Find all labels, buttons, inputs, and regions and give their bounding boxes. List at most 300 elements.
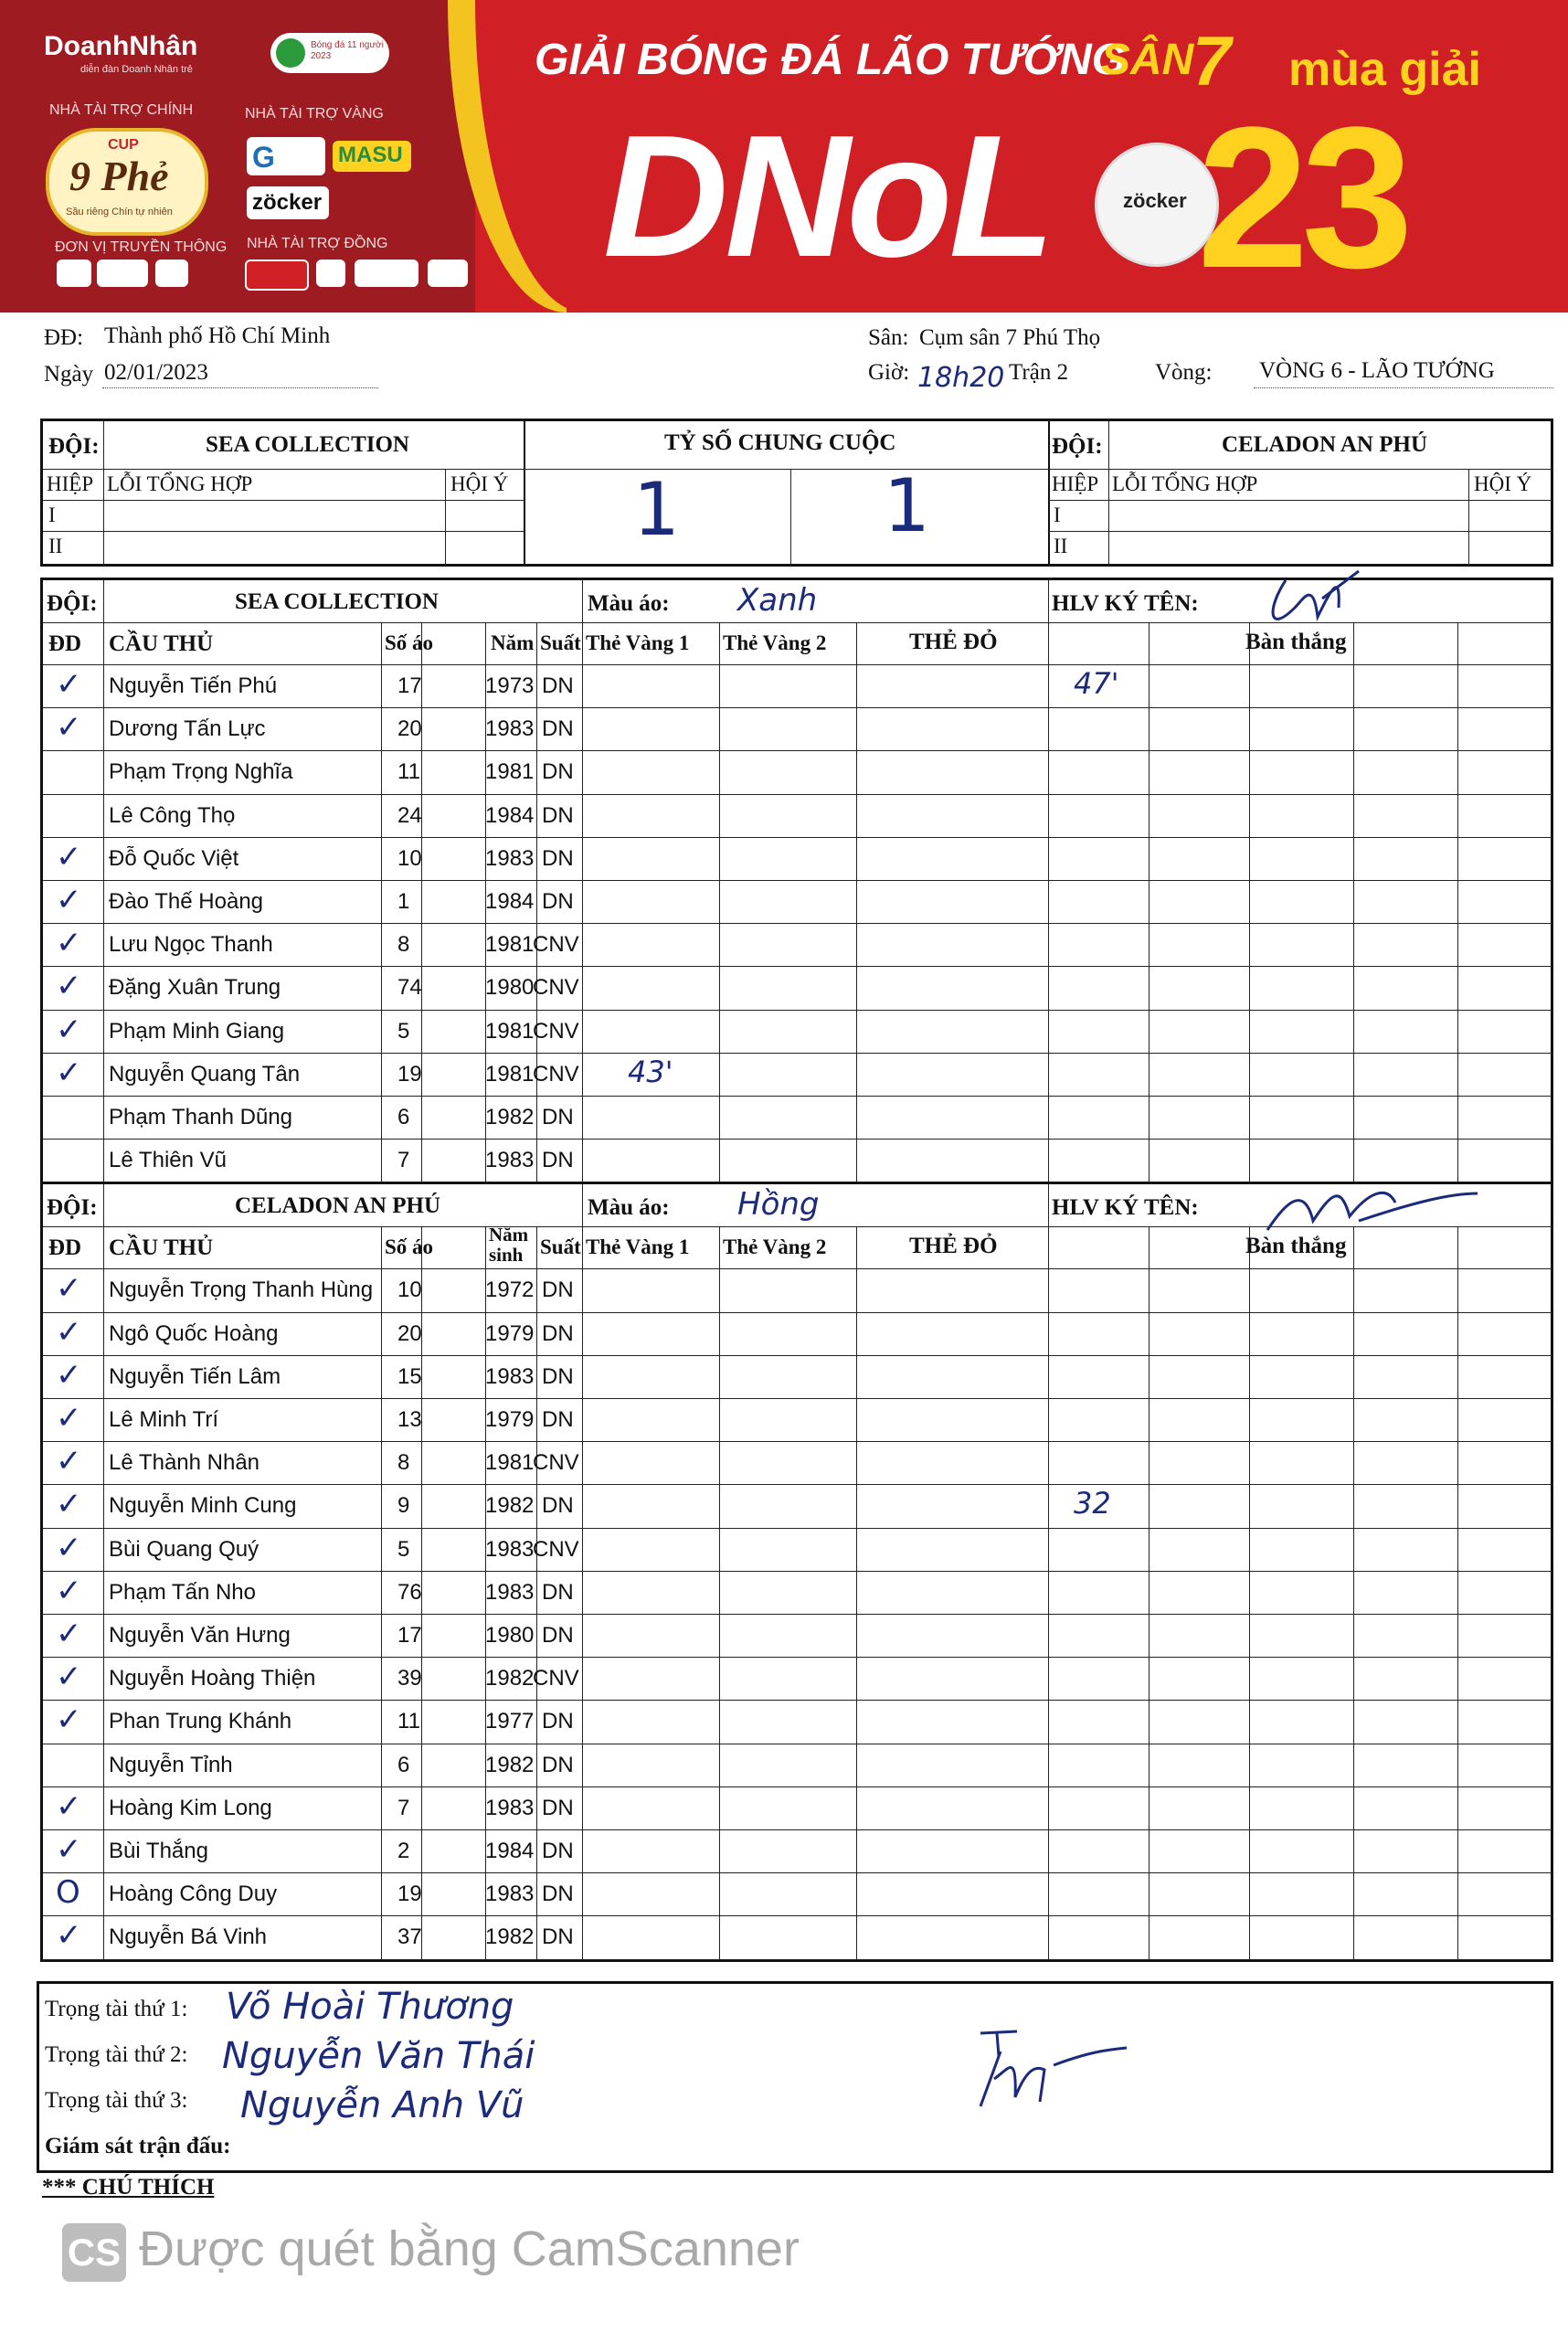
player-type: DN: [542, 1579, 574, 1605]
player-number: 6: [397, 1105, 410, 1129]
player-type: DN: [542, 1320, 574, 1346]
team-name: SEA COLLECTION: [235, 589, 439, 614]
goal-minute: 47': [1074, 666, 1119, 701]
row-divider: [43, 880, 1552, 881]
bronze-logo-3: [355, 260, 418, 287]
column-divider: [856, 1226, 857, 1958]
present-check-mark: ✓: [56, 1615, 82, 1652]
player-number: 11: [397, 759, 420, 785]
venue-label: ĐĐ:: [44, 325, 84, 350]
score-table-v-doi-left: [103, 421, 104, 469]
bongda-logo: [270, 33, 389, 73]
referee-3-label: Trọng tài thứ 3:: [45, 2088, 188, 2113]
player-number: 5: [397, 1018, 410, 1044]
col-header-type: Suất: [540, 1235, 581, 1259]
column-divider: [103, 1226, 104, 1958]
player-name: Nguyễn Bá Vinh: [109, 1924, 268, 1950]
col-header-yellow-2: Thẻ Vàng 2: [723, 1235, 827, 1259]
row-divider: [43, 1528, 1552, 1529]
home-half-1: I: [48, 504, 56, 526]
final-score-title: TỶ SỐ CHUNG CUỘC: [664, 430, 896, 455]
col-header-type: Suất: [540, 631, 581, 654]
column-divider: [1353, 1226, 1354, 1958]
player-number: 7: [397, 1795, 410, 1820]
referee-1-label: Trọng tài thứ 1:: [45, 1997, 188, 2021]
present-check-mark: ✓: [56, 1787, 82, 1825]
player-number: 6: [397, 1752, 410, 1777]
coach-signature: [1231, 562, 1468, 644]
9phe-cup-text: CUP: [108, 137, 139, 153]
time-value: 18h20: [917, 362, 1005, 394]
player-name: Đỗ Quốc Việt: [109, 845, 239, 871]
date-underline: [102, 387, 378, 388]
g-logo-icon: G: [252, 141, 275, 174]
present-check-mark: ✓: [56, 1054, 82, 1091]
home-team-label: ĐỘI:: [48, 434, 100, 459]
column-divider: [582, 622, 583, 1182]
present-check-mark: ✓: [56, 666, 82, 703]
score-table-v-hoiy-right: [1468, 469, 1469, 566]
col-header-dd: ĐD: [48, 1235, 82, 1261]
column-divider: [719, 1226, 720, 1958]
doanhnhan-logo: [37, 27, 247, 79]
col-header-yellow-1: Thẻ Vàng 1: [586, 631, 690, 654]
player-name: Lê Thiên Vũ: [109, 1148, 227, 1173]
column-divider: [536, 622, 537, 1182]
score-table-v-hiep-right: [1108, 469, 1109, 566]
present-check-mark: ✓: [56, 709, 82, 747]
home-timeout-header: HỘI Ý: [450, 472, 509, 495]
zocker-logo: [247, 186, 329, 219]
column-divider: [1249, 622, 1250, 1182]
referee-box: [37, 1981, 1553, 2173]
row-divider: [43, 1700, 1552, 1701]
score-table-hline-2-left: [43, 500, 524, 501]
column-divider: [536, 1226, 537, 1958]
col-header-birth-year: Năm sinh: [489, 1225, 529, 1266]
column-divider: [582, 1226, 583, 1958]
player-birth-year: 1983: [485, 1536, 535, 1562]
row-divider: [43, 1959, 1552, 1960]
score-table-hline-1: [43, 469, 1552, 470]
camscanner-icon: CS: [62, 2223, 126, 2282]
away-fouls-header: LỖI TỔNG HỢP: [1112, 472, 1258, 495]
player-type: DN: [542, 1622, 574, 1648]
season-number: 23: [1197, 85, 1406, 310]
row-divider: [43, 1571, 1552, 1572]
player-name: Phạm Thanh Dũng: [109, 1105, 293, 1129]
row-divider: [43, 1614, 1552, 1615]
player-type: DN: [542, 1278, 574, 1303]
player-birth-year: 1977: [485, 1709, 535, 1734]
away-timeout-header: HỘI Ý: [1474, 472, 1532, 495]
col-header-red: THẺ ĐỎ: [909, 1234, 998, 1259]
present-check-mark: ✓: [56, 838, 82, 875]
goal-minute: 32: [1074, 1486, 1111, 1521]
time-label: Giờ:: [868, 360, 910, 385]
main-sponsor-label: NHÀ TÀI TRỢ CHÍNH: [49, 102, 194, 118]
column-divider: [103, 622, 104, 1182]
9phe-logo-subtext: Sầu riêng Chín tự nhiên: [66, 207, 173, 217]
player-name: Nguyễn Tiến Phú: [109, 673, 278, 698]
player-birth-year: 1983: [485, 1579, 535, 1605]
player-name: Lê Thành Nhân: [109, 1450, 260, 1476]
present-check-mark: ✓: [56, 1399, 82, 1437]
doanhnhan-logo-subtext: diễn đàn Doanh Nhân trẻ: [80, 64, 193, 75]
away-team-name: CELADON AN PHÚ: [1222, 432, 1428, 457]
row-divider: [43, 1010, 1552, 1011]
col-header-yellow-1: Thẻ Vàng 1: [586, 1235, 690, 1259]
doanhnhan-logo-text: DoanhNhân: [44, 31, 198, 61]
player-type: DN: [542, 1406, 574, 1432]
player-birth-year: 1981: [485, 932, 535, 958]
row-divider: [43, 1915, 1552, 1916]
column-divider: [1457, 622, 1458, 1182]
player-name: Lê Công Thọ: [109, 802, 236, 828]
team-name: CELADON AN PHÚ: [235, 1193, 441, 1219]
team1-sheet: [40, 578, 1553, 1184]
player-type: CNV: [533, 932, 579, 958]
yellow-card-minute: 43': [628, 1054, 673, 1089]
player-name: Ngô Quốc Hoàng: [109, 1320, 279, 1346]
present-check-mark: ✓: [56, 1270, 82, 1308]
media-label: ĐƠN VỊ TRUYỀN THÔNG: [55, 239, 228, 255]
ball-brand-text: zöcker: [1123, 189, 1187, 212]
gold-sponsor-label: NHÀ TÀI TRỢ VÀNG: [245, 106, 384, 122]
column-divider: [1457, 1226, 1458, 1958]
player-name: Phan Trung Khánh: [109, 1709, 292, 1734]
player-type: DN: [542, 1105, 574, 1129]
team-label: ĐỘI:: [47, 591, 98, 616]
subheader-divider: [43, 1268, 1552, 1269]
bronze-sponsor-label: NHÀ TÀI TRỢ ĐỒNG: [247, 236, 388, 251]
player-birth-year: 1982: [485, 1666, 535, 1691]
score-table-hline-3-left: [43, 531, 524, 532]
notes-label: *** CHÚ THÍCH: [42, 2175, 215, 2200]
team2-sheet: [40, 1182, 1553, 1961]
player-type: CNV: [533, 1061, 579, 1087]
present-check-mark: ✓: [56, 1443, 82, 1480]
subheader-divider: [43, 664, 1552, 665]
player-name: Nguyễn Trọng Thanh Hùng: [109, 1278, 374, 1303]
referee-3-value: Nguyễn Anh Vũ: [240, 2084, 524, 2126]
score-table-v-doi-right: [1108, 421, 1109, 469]
score-table-hline-3-right: [1048, 531, 1552, 532]
col-header-year: Năm: [491, 631, 535, 654]
referee-2-value: Nguyễn Văn Thái: [222, 2035, 535, 2077]
score-table-v-hoiy-left: [445, 469, 446, 566]
row-divider: [43, 794, 1552, 795]
media-logo-2: [97, 260, 148, 287]
present-check-mark: ✓: [56, 1356, 82, 1394]
player-type: DN: [542, 889, 574, 914]
row-divider: [43, 1441, 1552, 1442]
shirt-color-value: Xanh: [737, 582, 818, 619]
player-type: DN: [542, 1838, 574, 1863]
player-birth-year: 1973: [485, 673, 535, 698]
player-number: 5: [397, 1536, 410, 1562]
player-number: 10: [397, 1278, 422, 1303]
player-number: 39: [397, 1666, 422, 1691]
round-value: VÒNG 6 - LÃO TƯỚNG: [1259, 358, 1495, 383]
home-half-header: HIỆP: [47, 472, 94, 495]
camscanner-text: Được quét bằng CamScanner: [139, 2221, 800, 2276]
player-birth-year: 1983: [485, 716, 535, 742]
col-header-number: Số áo: [385, 631, 434, 654]
player-birth-year: 1983: [485, 1795, 535, 1820]
col-header-dd: ĐD: [48, 631, 82, 656]
home-fouls-header: LỖI TỔNG HỢP: [107, 472, 253, 495]
home-score: 1: [633, 467, 680, 552]
column-divider: [1249, 1226, 1250, 1958]
date-value: 02/01/2023: [104, 360, 208, 385]
present-check-mark: ✓: [56, 1529, 82, 1566]
player-type: DN: [542, 1493, 574, 1519]
present-check-mark: ✓: [56, 925, 82, 962]
row-divider: [43, 1657, 1552, 1658]
column-divider: [381, 622, 382, 1182]
row-divider: [43, 837, 1552, 838]
away-half-header: HIỆP: [1052, 472, 1099, 495]
row-divider: [43, 1139, 1552, 1140]
player-name: Phạm Trọng Nghĩa: [109, 759, 293, 785]
row-divider: [43, 1872, 1552, 1873]
player-number: 9: [397, 1493, 410, 1519]
row-divider: [43, 1355, 1552, 1356]
shirt-color-value: Hồng: [737, 1186, 820, 1224]
col-header-player: CẦU THỦ: [109, 631, 214, 656]
col-header-goals: Bàn thắng: [1245, 1234, 1347, 1259]
player-name: Dương Tấn Lực: [109, 716, 266, 742]
referee-2-label: Trọng tài thứ 2:: [45, 2042, 188, 2067]
player-birth-year: 1980: [485, 975, 535, 1001]
row-divider: [43, 966, 1552, 967]
player-type: CNV: [533, 975, 579, 1001]
player-number: 11: [397, 1709, 420, 1734]
away-team-label: ĐỘI:: [1052, 434, 1103, 459]
player-type: DN: [542, 673, 574, 698]
player-birth-year: 1982: [485, 1924, 535, 1950]
player-number: 17: [397, 673, 422, 698]
player-name: Nguyễn Tiến Lâm: [109, 1363, 281, 1389]
team-label: ĐỘI:: [47, 1195, 98, 1221]
player-type: CNV: [533, 1450, 579, 1476]
row-divider: [43, 1053, 1552, 1054]
season-label: mùa giải: [1288, 43, 1481, 96]
column-divider: [1353, 622, 1354, 1182]
player-number: 8: [397, 932, 410, 958]
player-birth-year: 1984: [485, 1838, 535, 1863]
tournament-title-san: SÂN: [1101, 36, 1194, 84]
player-type: CNV: [533, 1536, 579, 1562]
player-type: DN: [542, 1709, 574, 1734]
score-table-v-hiep-left: [103, 469, 104, 566]
player-name: Nguyễn Quang Tân: [109, 1061, 301, 1087]
zocker-logo-text: zöcker: [252, 190, 323, 215]
present-check-mark: ✓: [56, 1830, 82, 1868]
bongda-logo-text: Bóng đá 11 người 2023: [311, 40, 384, 61]
media-logo-3: [155, 260, 188, 287]
present-check-mark: ✓: [56, 1702, 82, 1739]
player-name: Hoàng Công Duy: [109, 1882, 278, 1907]
away-half-1: I: [1054, 504, 1061, 526]
present-check-mark: ✓: [56, 968, 82, 1005]
player-number: 15: [397, 1363, 422, 1389]
present-check-mark: ✓: [56, 1572, 82, 1609]
row-divider: [43, 1096, 1552, 1097]
player-name: Nguyễn Văn Hưng: [109, 1622, 291, 1648]
column-divider: [856, 622, 857, 1182]
row-divider: [43, 1786, 1552, 1787]
present-check-mark: O: [56, 1874, 80, 1912]
bronze-logo-1: [245, 260, 309, 291]
player-number: 2: [397, 1838, 410, 1863]
player-birth-year: 1981: [485, 1061, 535, 1087]
row-divider: [43, 750, 1552, 751]
media-logo-1: [57, 260, 91, 287]
player-birth-year: 1979: [485, 1406, 535, 1432]
row-divider: [43, 1484, 1552, 1485]
player-number: 74: [397, 975, 422, 1001]
dnol-title: DNoL: [603, 100, 1052, 293]
col-header-red: THẺ ĐỎ: [909, 630, 998, 654]
camscanner-watermark: [62, 2221, 800, 2282]
score-table-hline-2-right: [1048, 500, 1552, 501]
player-type: DN: [542, 716, 574, 742]
col-header-yellow-2: Thẻ Vàng 2: [723, 631, 827, 654]
row-divider: [43, 923, 1552, 924]
column-divider: [1048, 1226, 1049, 1958]
date-label: Ngày: [44, 362, 94, 387]
shirt-color-label: Màu áo:: [588, 1195, 670, 1221]
sponsor-panel: [0, 0, 475, 313]
player-birth-year: 1981: [485, 1018, 535, 1044]
player-number: 76: [397, 1579, 422, 1605]
match-number: Trận 2: [1009, 360, 1069, 385]
round-label: Vòng:: [1155, 360, 1213, 385]
score-table-vline-2: [1048, 421, 1050, 566]
player-type: DN: [542, 1924, 574, 1950]
player-type: DN: [542, 802, 574, 828]
tournament-title-seven: 7: [1192, 23, 1232, 101]
player-name: Nguyễn Hoàng Thiện: [109, 1666, 316, 1691]
player-number: 20: [397, 716, 422, 742]
bronze-logo-2: [316, 260, 345, 287]
masu-logo: [333, 141, 411, 172]
player-name: Nguyễn Minh Cung: [109, 1493, 297, 1519]
away-half-2: II: [1054, 535, 1068, 557]
present-check-mark: ✓: [56, 1917, 82, 1955]
player-birth-year: 1982: [485, 1493, 535, 1519]
player-number: 7: [397, 1148, 410, 1173]
home-half-2: II: [48, 535, 63, 557]
col-header-number: Số áo: [385, 1235, 434, 1259]
player-birth-year: 1972: [485, 1278, 535, 1303]
column-divider: [719, 622, 720, 1182]
player-birth-year: 1984: [485, 889, 535, 914]
column-divider: [1149, 622, 1150, 1182]
player-name: Nguyễn Tỉnh: [109, 1752, 233, 1777]
player-type: CNV: [533, 1018, 579, 1044]
player-birth-year: 1981: [485, 759, 535, 785]
player-birth-year: 1982: [485, 1105, 535, 1129]
col-header-goals: Bàn thắng: [1245, 630, 1347, 654]
giang-nam-logo: [247, 137, 325, 175]
player-birth-year: 1982: [485, 1752, 535, 1777]
shirt-color-label: Màu áo:: [588, 591, 670, 616]
player-number: 13: [397, 1406, 422, 1432]
player-type: CNV: [533, 1666, 579, 1691]
player-birth-year: 1981: [485, 1450, 535, 1476]
9phe-logo: [46, 128, 208, 236]
player-name: Phạm Minh Giang: [109, 1018, 285, 1044]
score-table-vline-1: [524, 421, 525, 566]
supervisor-label: Giám sát trận đấu:: [45, 2134, 231, 2158]
player-number: 1: [397, 889, 410, 914]
player-type: DN: [542, 759, 574, 785]
pitch-value: Cụm sân 7 Phú Thọ: [919, 325, 1101, 350]
player-number: 37: [397, 1924, 422, 1950]
present-check-mark: ✓: [56, 1659, 82, 1696]
player-birth-year: 1980: [485, 1622, 535, 1648]
present-check-mark: ✓: [56, 1486, 82, 1523]
player-birth-year: 1983: [485, 1363, 535, 1389]
player-name: Bùi Thắng: [109, 1838, 208, 1863]
tournament-banner: [0, 0, 1568, 313]
home-team-name: SEA COLLECTION: [206, 432, 409, 457]
player-name: Hoàng Kim Long: [109, 1795, 272, 1820]
player-name: Lê Minh Trí: [109, 1406, 219, 1432]
player-birth-year: 1983: [485, 1882, 535, 1907]
player-type: DN: [542, 1795, 574, 1820]
referee-1-value: Võ Hoài Thương: [226, 1986, 514, 2028]
player-type: DN: [542, 1363, 574, 1389]
player-birth-year: 1979: [485, 1320, 535, 1346]
player-number: 20: [397, 1320, 422, 1346]
score-table: [40, 419, 1553, 567]
referee-signature: [944, 2015, 1145, 2115]
9phe-logo-text: 9 Phẻ: [69, 153, 169, 199]
player-name: Đặng Xuân Trung: [109, 975, 281, 1001]
player-number: 8: [397, 1450, 410, 1476]
player-number: 10: [397, 845, 422, 871]
coach-sign-label: HLV KÝ TÊN:: [1052, 1195, 1199, 1221]
player-number: 17: [397, 1622, 422, 1648]
masu-logo-text: MASU: [338, 143, 403, 167]
coach-signature: [1249, 1166, 1487, 1248]
player-birth-year: 1983: [485, 845, 535, 871]
row-divider: [43, 1312, 1552, 1313]
col-header-player: CẦU THỦ: [109, 1235, 214, 1261]
player-name: Bùi Quang Quý: [109, 1536, 260, 1562]
present-check-mark: ✓: [56, 1313, 82, 1351]
player-name: Đào Thế Hoàng: [109, 889, 264, 914]
column-divider: [1048, 622, 1049, 1182]
column-divider: [421, 622, 422, 1182]
present-check-mark: ✓: [56, 882, 82, 918]
player-birth-year: 1983: [485, 1148, 535, 1173]
player-type: DN: [542, 845, 574, 871]
score-table-vline-mid: [790, 469, 791, 566]
player-name: Lưu Ngọc Thanh: [109, 932, 273, 958]
row-divider: [43, 1829, 1552, 1830]
bronze-logo-4: [428, 260, 468, 287]
player-type: DN: [542, 1752, 574, 1777]
player-type: DN: [542, 1882, 574, 1907]
tournament-title: GIẢI BÓNG ĐÁ LÃO TƯỚNG: [535, 36, 1126, 84]
column-divider: [1149, 1226, 1150, 1958]
player-number: 19: [397, 1061, 422, 1087]
